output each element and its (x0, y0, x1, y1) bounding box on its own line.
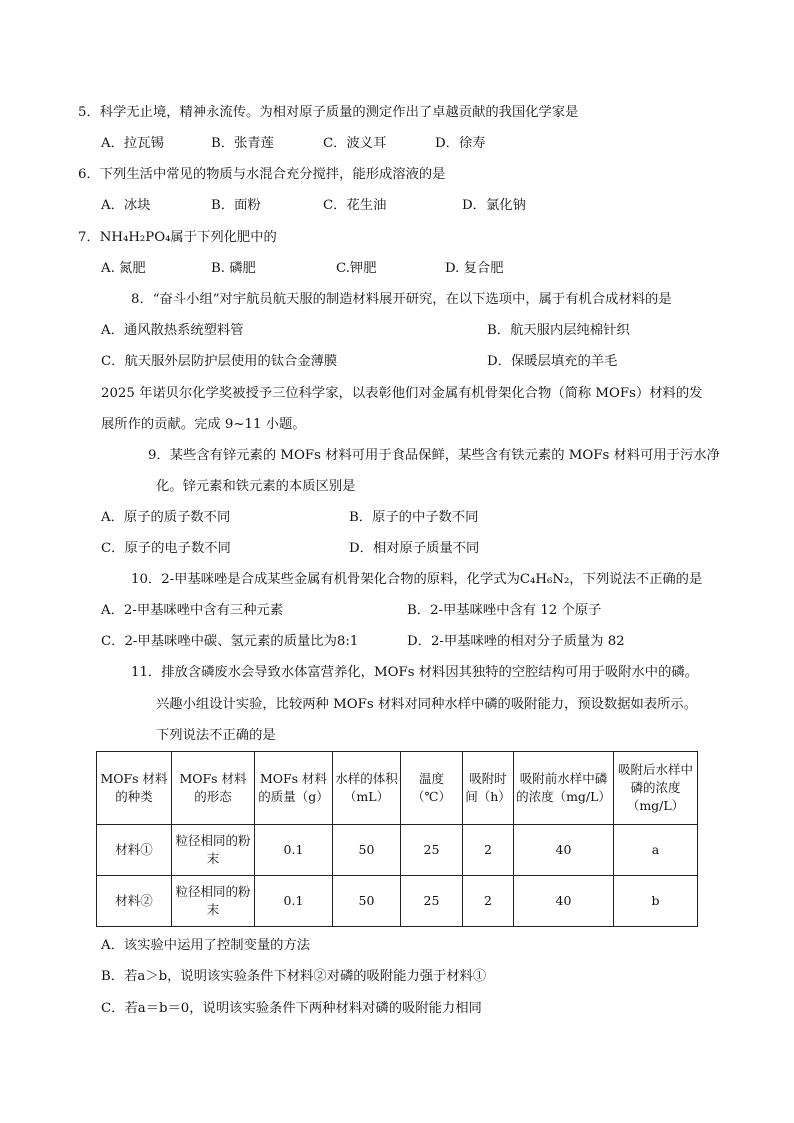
q11-stem-line-2: 兴趣小组设计实验，比较两种 MOFs 材料对同种水样中磷的吸附能力，预设数据如表所示。 (156, 697, 698, 712)
q6-stem: 6．下列生活中常见的物质与水混合充分搅拌，能形成溶液的是 (78, 167, 446, 182)
table-cell: 粒径相同的粉末 (172, 825, 255, 876)
table-cell: 50 (333, 825, 401, 876)
table-cell: 2 (463, 876, 514, 927)
q5-stem: 5．科学无止境，精神永流传。为相对原子质量的测定作出了卓越贡献的我国化学家是 (78, 105, 579, 120)
table-header-cell: 吸附时间（h） (463, 752, 514, 825)
table-header-cell: MOFs 材料的形态 (172, 752, 255, 825)
q9-stem-line-1: 9．某些含有锌元素的 MOFs 材料可用于食品保鲜，某些含有铁元素的 MOFs 材料可用于污水净 (148, 448, 720, 463)
q6-option-b: B．面粉 (211, 198, 261, 213)
q10-option-c: C．2-甲基咪唑中碳、氢元素的质量比为8:1 (101, 634, 359, 649)
table-cell: 材料② (97, 876, 172, 927)
table-cell: b (614, 876, 698, 927)
table-row (97, 876, 698, 927)
table-header-cell: 吸附后水样中磷的浓度（mg/L） (614, 752, 698, 825)
q10-option-d: D．2-甲基咪唑的相对分子质量为 82 (407, 634, 625, 649)
q7-option-a: A. 氮肥 (101, 261, 146, 276)
q8-option-c: C．航天服外层防护层使用的钛合金薄膜 (101, 354, 338, 369)
table-cell: 25 (401, 825, 463, 876)
q8-option-d: D．保暖层填充的羊毛 (487, 354, 618, 369)
q8-option-b: B．航天服内层纯棉针织 (487, 323, 630, 338)
q5-option-d: D．徐寿 (435, 136, 486, 151)
q7-stem: 7．NH₄H₂PO₄属于下列化肥中的 (78, 230, 277, 245)
q5-option-b: B．张青莲 (211, 136, 274, 151)
table-cell: 材料① (97, 825, 172, 876)
q6-option-a: A．冰块 (101, 198, 151, 213)
experiment-data-table (96, 751, 698, 927)
q7-option-b: B. 磷肥 (211, 261, 256, 276)
q6-option-d: D．氯化钠 (462, 198, 526, 213)
intro-line-1: 2025 年诺贝尔化学奖被授予三位科学家，以表彰他们对金属有机骨架化合物（简称 MOFs）材料的发 (101, 386, 703, 401)
q10-stem: 10．2-甲基咪唑是合成某些金属有机骨架化合物的原料，化学式为C₄H₆N₂，下列说法不正确的是 (131, 572, 703, 587)
q9-option-c: C．原子的电子数不同 (101, 541, 231, 556)
q9-option-d: D．相对原子质量不同 (349, 541, 480, 556)
table-cell: 0.1 (255, 825, 333, 876)
intro-line-2: 展所作的贡献。完成 9~11 小题。 (101, 417, 306, 432)
q9-option-b: B．原子的中子数不同 (349, 510, 479, 525)
q9-option-a: A．原子的质子数不同 (101, 510, 231, 525)
q5-option-a: A．拉瓦锡 (101, 136, 164, 151)
table-header-cell: 水样的体积（mL） (333, 752, 401, 825)
table-header-cell: 温度（℃） (401, 752, 463, 825)
q10-option-a: A．2-甲基咪唑中含有三种元素 (101, 603, 284, 618)
table-cell: 2 (463, 825, 514, 876)
table-header-row (97, 752, 698, 825)
q5-option-c: C．波义耳 (323, 136, 387, 151)
q11-stem-line-3: 下列说法不正确的是 (156, 728, 276, 743)
table-cell: a (614, 825, 698, 876)
table-header-cell: MOFs 材料的种类 (97, 752, 172, 825)
table-header-cell: MOFs 材料的质量（g） (255, 752, 333, 825)
q11-option-c: C．若a＝b＝0，说明该实验条件下两种材料对磷的吸附能力相同 (101, 1001, 482, 1016)
q7-option-d: D. 复合肥 (445, 261, 504, 276)
table-cell: 粒径相同的粉末 (172, 876, 255, 927)
table-header-cell: 吸附前水样中磷的浓度（mg/L） (514, 752, 614, 825)
table-cell: 50 (333, 876, 401, 927)
q10-option-b: B．2-甲基咪唑中含有 12 个原子 (407, 603, 602, 618)
q11-option-b: B．若a＞b，说明该实验条件下材料②对磷的吸附能力强于材料① (101, 969, 487, 984)
q8-option-a: A．通风散热系统塑料管 (101, 323, 244, 338)
q7-option-c: C.钾肥 (336, 261, 377, 276)
table-cell: 40 (514, 825, 614, 876)
q6-option-c: C．花生油 (323, 198, 387, 213)
q11-option-a: A．该实验中运用了控制变量的方法 (101, 938, 311, 953)
table-cell: 25 (401, 876, 463, 927)
q8-stem: 8．“奋斗小组”对宇航员航天服的制造材料展开研究，在以下选项中，属于有机合成材料的是 (131, 292, 672, 307)
q9-stem-line-2: 化。锌元素和铁元素的本质区别是 (156, 479, 356, 494)
table-cell: 40 (514, 876, 614, 927)
q11-stem-line-1: 11．排放含磷废水会导致水体富营养化，MOFs 材料因其独特的空腔结构可用于吸附水中的磷。 (131, 665, 698, 680)
table-row (97, 825, 698, 876)
table-cell: 0.1 (255, 876, 333, 927)
